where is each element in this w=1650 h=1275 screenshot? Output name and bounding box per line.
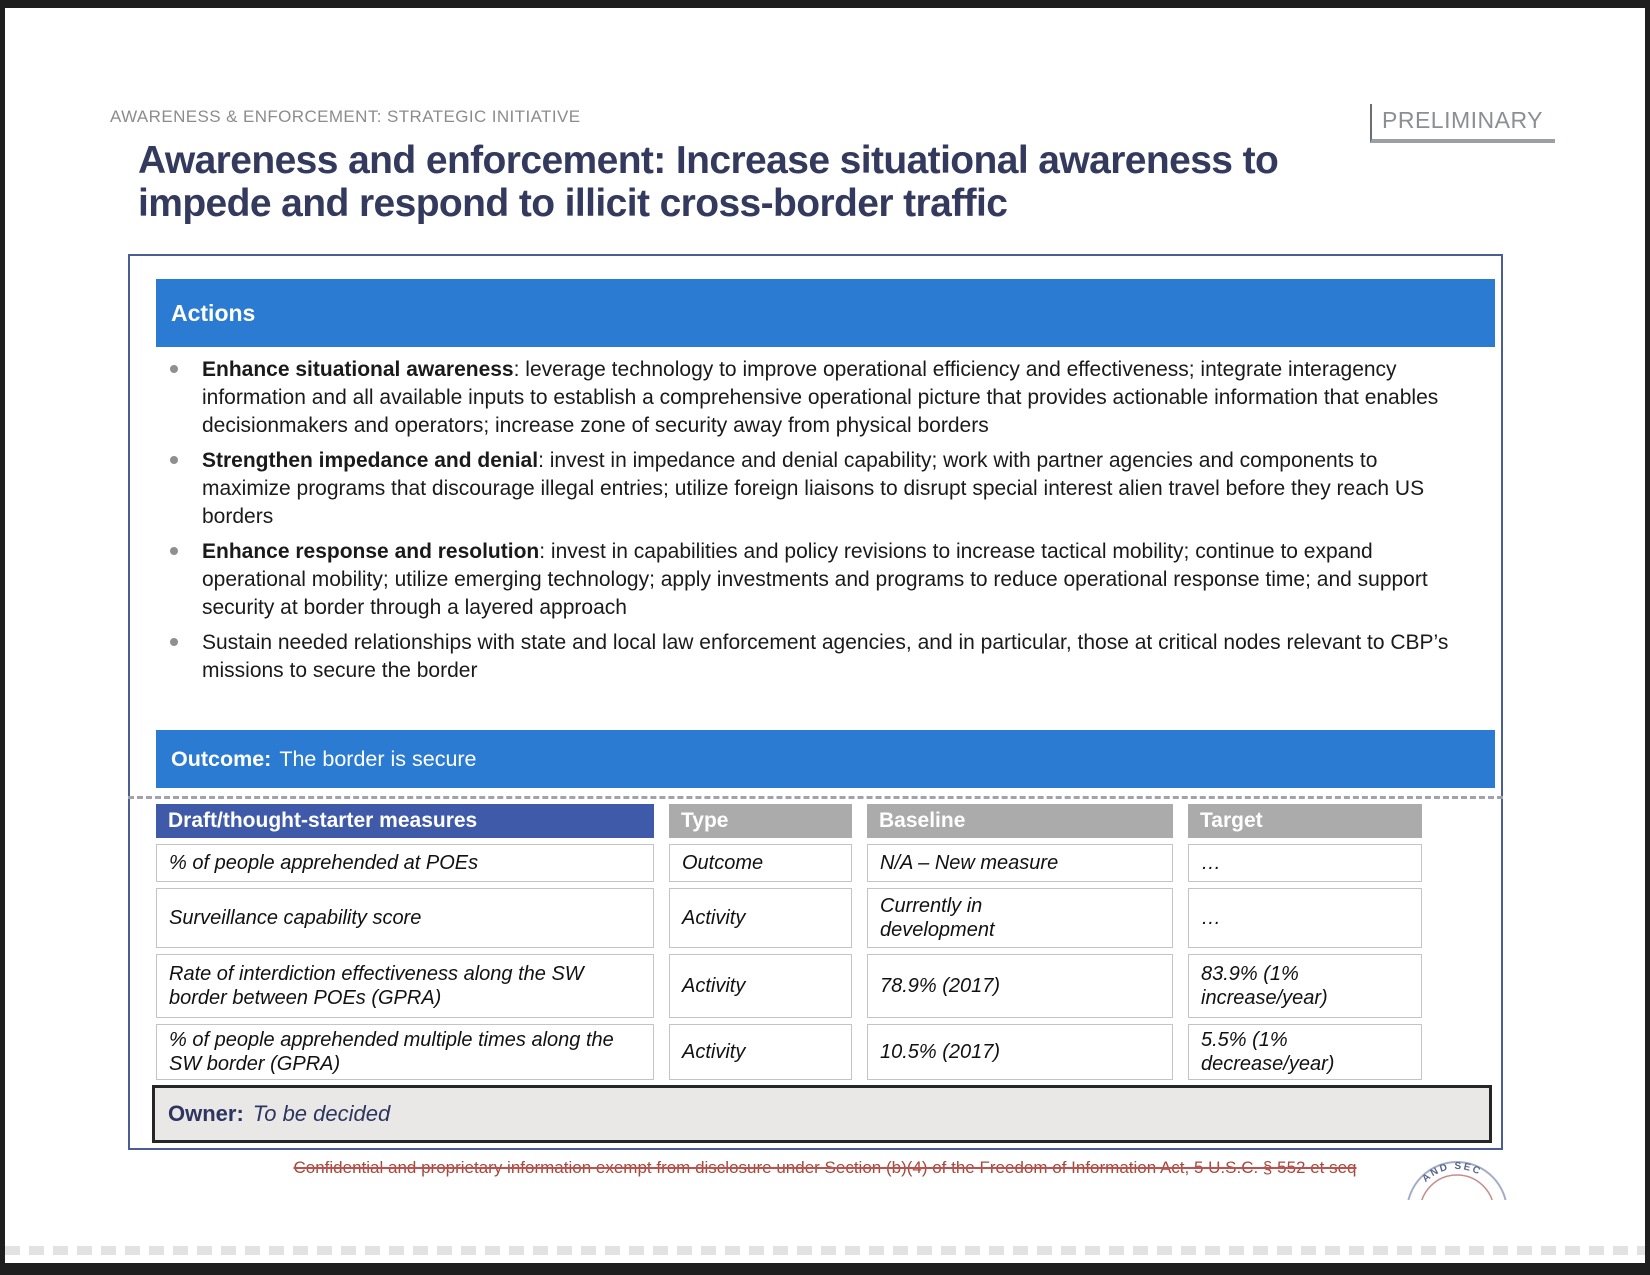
- owner-value: To be decided: [252, 1101, 391, 1126]
- column-header-type: [669, 804, 852, 838]
- cell-text: 10.5% (2017): [880, 1041, 1001, 1063]
- cell-text: Rate of interdiction effectiveness along the SW border between POEs (GPRA): [169, 963, 584, 1009]
- owner-bar: [152, 1085, 1492, 1143]
- bullet-text: : leverage technology to improve operational efficiency and effectiveness; integrate interagency information and all available inputs to establish a comprehensive operational picture that provides actionable information that enables decisionmakers and operators; increase zone of security away from physical borders: [202, 358, 1439, 437]
- bullet-lead: Enhance situational awareness: [202, 358, 514, 381]
- bullet-item: [156, 447, 1461, 531]
- dotted-divider: [128, 796, 1503, 799]
- table-cell-baseline: [867, 888, 1173, 948]
- column-header-label: Type: [681, 809, 729, 832]
- bullet-item: [156, 538, 1461, 622]
- table-cell-target: [1188, 954, 1422, 1018]
- cell-text: Currently in development: [880, 895, 995, 941]
- table-cell-measure: [156, 844, 654, 882]
- column-header-target: [1188, 804, 1422, 838]
- actions-header-bar: [156, 279, 1495, 347]
- table-cell-target: [1188, 888, 1422, 948]
- measures-table: [156, 804, 1422, 1080]
- outcome-bar: [156, 730, 1495, 788]
- table-cell-target: [1188, 1024, 1422, 1080]
- bullet-item: [156, 629, 1461, 685]
- cell-text: …: [1201, 907, 1221, 929]
- table-cell-target: [1188, 844, 1422, 882]
- cell-text: Outcome: [682, 852, 764, 874]
- bullet-lead: Strengthen impedance and denial: [202, 449, 539, 472]
- table-cell-measure: [156, 888, 654, 948]
- footer-disclaimer: Confidential and proprietary information exempt from disclosure under Section (b)(4) of the Freedom of Information Act, 5 U.S.C. § 552 et seq: [293, 1158, 1357, 1177]
- table-cell-measure: [156, 1024, 654, 1080]
- table-cell-baseline: [867, 954, 1173, 1018]
- actions-bullet-list: [156, 356, 1461, 692]
- bullet-icon: [170, 547, 178, 555]
- bullet-text: : invest in capabilities and policy revisions to increase tactical mobility; continue to expand operational mobility; utilize emerging technology; apply investments and programs to reduce operational response time; and support security at border through a layered approach: [202, 540, 1428, 619]
- column-header-baseline: [867, 804, 1173, 838]
- cell-text: 78.9% (2017): [880, 975, 1001, 997]
- eyebrow-text: AWARENESS & ENFORCEMENT: STRATEGIC INITIATIVE: [110, 107, 581, 126]
- actions-header-label: Actions: [171, 299, 256, 326]
- column-header-label: Target: [1200, 809, 1263, 832]
- column-header-measures: [156, 804, 654, 838]
- preliminary-stamp: PRELIMINARY: [1370, 104, 1555, 143]
- torn-edge-decoration: [5, 1246, 1645, 1255]
- bullet-text: Sustain needed relationships with state and local law enforcement agencies, and in particular, those at critical nodes relevant to CBP’s missions to secure the border: [202, 631, 1449, 682]
- cell-text: % of people apprehended at POEs: [169, 852, 479, 874]
- owner-label: Owner:: [168, 1101, 244, 1126]
- slide-title: Awareness and enforcement: Increase situational awareness to impede and respond to illicit cross-border traffic: [138, 139, 1279, 225]
- bullet-icon: [170, 365, 178, 373]
- cell-text: Activity: [682, 907, 746, 929]
- seal-arc-text: AND SEC: [1420, 1160, 1484, 1185]
- table-cell-type: [669, 954, 852, 1018]
- table-cell-baseline: [867, 1024, 1173, 1080]
- actions-panel: [128, 254, 1503, 1150]
- cell-text: 5.5% (1% decrease/year): [1201, 1029, 1335, 1075]
- cell-text: …: [1201, 852, 1221, 874]
- cell-text: 83.9% (1% increase/year): [1201, 963, 1328, 1009]
- table-cell-type: [669, 844, 852, 882]
- bullet-icon: [170, 456, 178, 464]
- table-cell-type: [669, 1024, 852, 1080]
- outcome-text: The border is secure: [279, 746, 477, 771]
- slide: [5, 8, 1645, 1263]
- cell-text: Activity: [682, 1041, 746, 1063]
- bullet-text: : invest in impedance and denial capability; work with partner agencies and components to maximize programs that discourage illegal entries; utilize foreign liaisons to disrupt special interest alien travel before they reach US borders: [202, 449, 1425, 528]
- cell-text: N/A – New measure: [880, 852, 1059, 874]
- table-cell-baseline: [867, 844, 1173, 882]
- cell-text: Surveillance capability score: [169, 907, 422, 929]
- column-header-label: Baseline: [879, 809, 966, 832]
- bullet-item: [156, 356, 1461, 440]
- outcome-label: Outcome:: [171, 746, 272, 771]
- table-cell-type: [669, 888, 852, 948]
- bullet-icon: [170, 638, 178, 646]
- cell-text: Activity: [682, 975, 746, 997]
- column-header-label: Draft/thought-starter measures: [168, 809, 478, 832]
- bullet-lead: Enhance response and resolution: [202, 540, 540, 563]
- cell-text: % of people apprehended multiple times along the SW border (GPRA): [169, 1029, 614, 1075]
- table-cell-measure: [156, 954, 654, 1018]
